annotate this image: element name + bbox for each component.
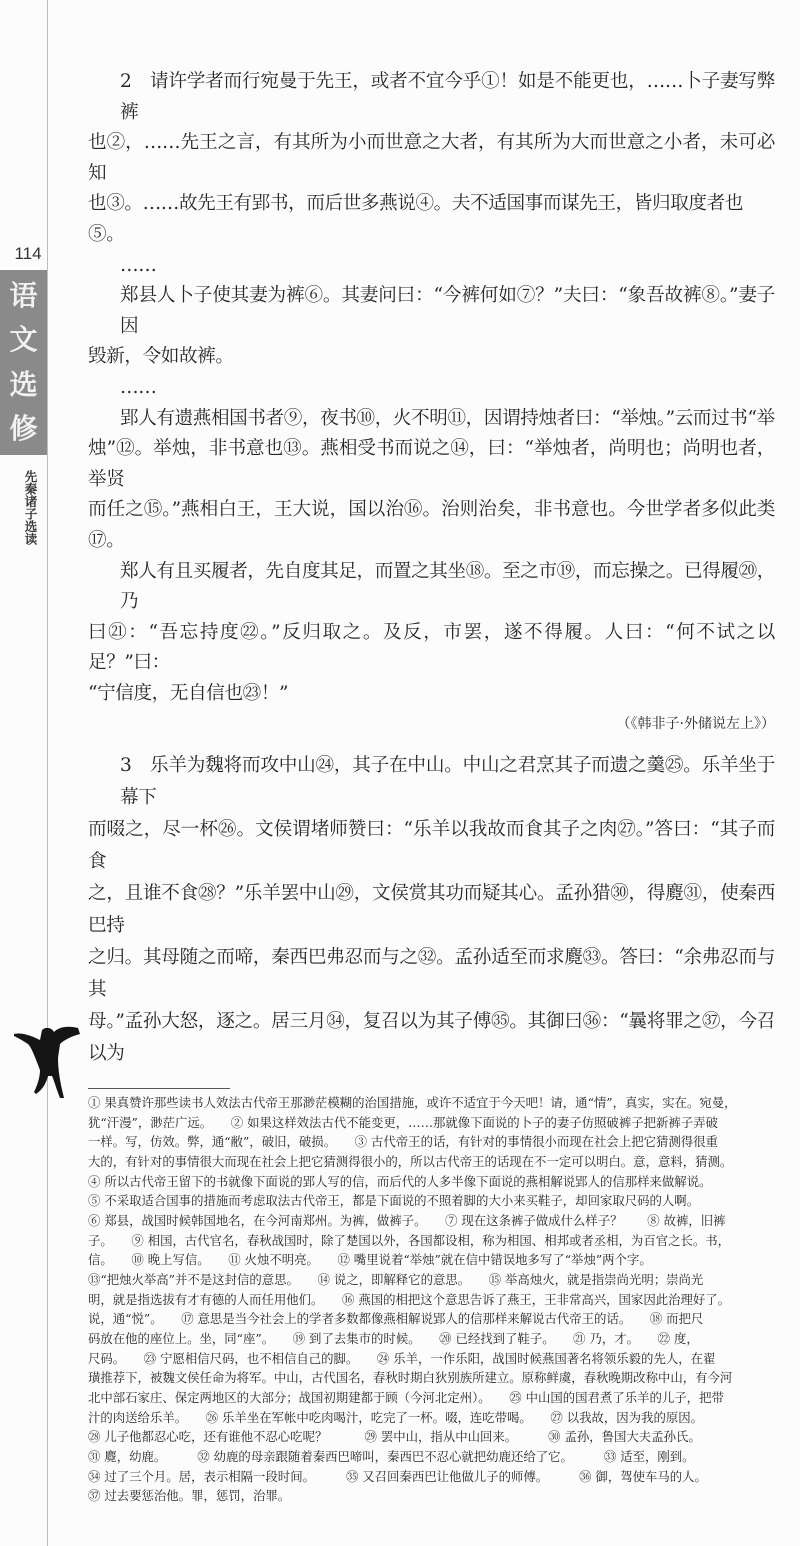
- footnote-line: 犹“汗漫”，渺茫广远。 ② 如果这样效法古代不能变更，……那就像下面说的卜子的妻子仿照破裤子把新裤子弄破: [88, 1114, 718, 1130]
- section-2-text: [88, 67, 775, 740]
- footnote-line: 说，通“悦”。 ⑰ 意思是当今社会上的学者多数都像燕相解说郢人的信那样来解说古代帝王的话。 ⑱ 而把尺: [88, 1311, 704, 1327]
- footnote-line: 璜推荐下，被魏文侯任命为将军。中山，古代国名，春秋时期白狄别族所建立。原称鲜虞，春秋晚期改称中山，有今河: [88, 1370, 733, 1386]
- text-line: 毁新，令如故裤。: [88, 346, 234, 368]
- text-line: 母。”孟孙大怒，逐之。居三月㉞，复召以为其子傅㉟。其御曰㊱：“曩将罪之㊲，今召以为: [88, 1011, 775, 1065]
- footnote-line: 一样。写，仿效。弊，通“敝”，破旧，破损。 ③ 古代帝王的话，有针对的事情很小而现在社会上把它猜测得很重: [88, 1134, 718, 1150]
- footnote-line: ⑥ 郑县，战国时候韩国地名，在今河南郑州。为裤，做裤子。 ⑦ 现在这条裤子做成什么样子？ ⑧ 故裤，旧裤: [88, 1213, 726, 1228]
- side-tab-char: 修: [9, 411, 38, 445]
- footnote-line: ⑤ 不采取适合国事的措施而考虑取法古代帝王，都是下面说的不照着脚的大小来买鞋子，却回家取尺码的人啊。: [88, 1193, 700, 1209]
- footnote-line: 子。 ⑨ 相国，古代官名，春秋战国时，除了楚国以外，各国都设相，称为相国、相邦或者丞相，为百官之长。书，: [88, 1232, 731, 1248]
- main-column: [88, 0, 775, 1546]
- text-line: 曰㉑：“吾忘持度㉒。”反归取之。及反，市罢，遂不得履。人曰：“何不试之以足？”曰：: [88, 621, 775, 674]
- text-line: 烛”⑫。举烛，非书意也⑬。燕相受书而说之⑭，曰：“举烛者，尚明也；尚明也者，举贤: [88, 438, 775, 490]
- side-tab: [0, 270, 47, 455]
- text-line: 也③。……故先王有郢书，而后世多燕说④。夫不适国事而谋先王，皆归取度者也⑤。: [88, 193, 743, 245]
- side-tab-char: 文: [9, 323, 38, 357]
- footnote-line: ㉞ 过了三个月。居，表示相隔一段时间。 ㉟ 又召回秦西巴让他做儿子的师傅。 ㊱ 御，驾使车马的人。: [88, 1468, 707, 1484]
- text-line: 郑人有且买履者，先自度其足，而置之其坐⑱。至之市⑲，而忘操之。已得履⑳，乃: [120, 560, 775, 613]
- side-tab-char: 语: [9, 279, 38, 313]
- footnote-line: 尺码。 ㉓ 宁愿相信尺码，也不相信自己的脚。 ㉔ 乐羊，一作乐阳，战国时候燕国著名将领乐毅的先人，在翟: [88, 1350, 716, 1366]
- text-line: 而任之⑮。”燕相白王，王大说，国以治⑯。治则治矣，非书意也。今世学者多似此类⑰。: [88, 499, 775, 551]
- text-line: 也②，……先王之言，有其所为小而世意之大者，有其所为大而世意之小者，未可必知: [88, 132, 775, 184]
- footnote-line: 北中部石家庄、保定两地区的大部分；战国初期建都于顾（今河北定州）。 ㉕ 中山国的国君煮了乐羊的儿子，把带: [88, 1389, 724, 1405]
- footnote-line: 信。 ⑩ 晚上写信。 ⑪ 火烛不明亮。 ⑫ 嘴里说着“举烛”就在信中错误地多写了“举烛”两个字。: [88, 1252, 652, 1268]
- series-title: 先秦诸子选读: [23, 470, 38, 545]
- footnotes: [88, 1093, 775, 1506]
- text-line: 郑县人卜子使其妻为裤⑥。其妻问曰：“今裤何如⑦？”夫曰：“象吾故裤⑧。”妻子因: [120, 285, 775, 337]
- side-tab-char: 选: [9, 367, 38, 401]
- footnote-line: ① 果真赞许那些读书人效法古代帝王那渺茫模糊的治国措施，或许不适宜于今天吧！请，通“情”，真实，实在。宛曼，: [88, 1095, 737, 1111]
- bronze-jue-vessel-icon: [12, 1018, 84, 1100]
- page-number: 114: [14, 244, 42, 263]
- footnote-line: ㉘ 儿子他都忍心吃，还有谁他不忍心吃呢？ ㉙ 罢中山，指从中山回来。 ㉚ 孟孙，鲁国大夫孟孙氏。: [88, 1429, 701, 1445]
- footnote-line: 汁的肉送给乐羊。 ㉖ 乐羊坐在军帐中吃肉喝汁，吃完了一杯。啜，连吃带喝。 ㉗ 以我故，因为我的原因。: [88, 1409, 704, 1425]
- text-line: 之归。其母随之而啼，秦西巴弗忍而与之㉜。孟孙适至而求麑㉝。答曰：“余弗忍而与其: [88, 947, 775, 1001]
- text-line: ……: [120, 254, 157, 276]
- text-line: 之，且谁不食㉘？”乐羊罢中山㉙，文侯赏其功而疑其心。孟孙猎㉚，得麑㉛，使秦西巴持: [88, 883, 775, 937]
- footnote-divider: [88, 1088, 230, 1089]
- margin-rule: [47, 0, 48, 1546]
- footnote-line: 大的，有针对的事情很大而现在社会上把它猜测得很小的，所以古代帝王的话现在不一定可以明白。意，意料，猜测。: [88, 1154, 733, 1170]
- section-3-text: [88, 750, 775, 1070]
- footnote-line: ④ 所以古代帝王留下的书就像下面说的郢人写的信，而后代的人多半像下面说的燕相解说郢人的信那样来做解说。: [88, 1173, 712, 1189]
- footnote-line: ㊲ 过去要惩治他。罪，惩罚，治罪。: [88, 1488, 291, 1504]
- text-line: “宁信度，无自信也㉓！”: [88, 682, 289, 704]
- text-line: 2 请许学者而行宛曼于先王，或者不宜今乎①！如是不能更也，……卜子妻写弊裤: [120, 71, 775, 123]
- text-line: 3 乐羊为魏将而攻中山㉔，其子在中山。中山之君烹其子而遗之羹㉕。乐羊坐于幕下: [120, 755, 775, 809]
- footnote-line: ㉛ 麑，幼鹿。 ㉜ 幼鹿的母亲跟随着秦西巴啼叫，秦西巴不忍心就把幼鹿还给了它。 ㉝ 适至，刚到。: [88, 1448, 695, 1464]
- text-line: 郢人有遗燕相国书者⑨，夜书⑩，火不明⑪，因谓持烛者曰：“举烛。”云而过书“举: [120, 407, 775, 429]
- footnote-line: 码放在他的座位上。坐，同“座”。 ⑲ 到了去集市的时候。 ⑳ 已经找到了鞋子。 ㉑ 乃，才。 ㉒ 度，: [88, 1330, 699, 1346]
- text-line: 而啜之，尽一杯㉖。文侯谓堵师赞曰：“乐羊以我故而食其子之肉㉗。”答曰：“其子而食: [88, 819, 775, 873]
- text-line: ……: [120, 376, 157, 398]
- footnote-line: 明，就是指选拔有才有德的人而任用他们。 ⑯ 燕国的相把这个意思告诉了燕王，王非常高兴，国家因此治理好了。: [88, 1291, 731, 1307]
- source-citation: （《韩非子·外储说左上》）: [616, 716, 775, 733]
- footnote-line: ⑬“把烛火举高”并不是这封信的意思。 ⑭ 说之，即解释它的意思。 ⑮ 举高烛火，就是指崇尚光明；崇尚光: [88, 1271, 704, 1287]
